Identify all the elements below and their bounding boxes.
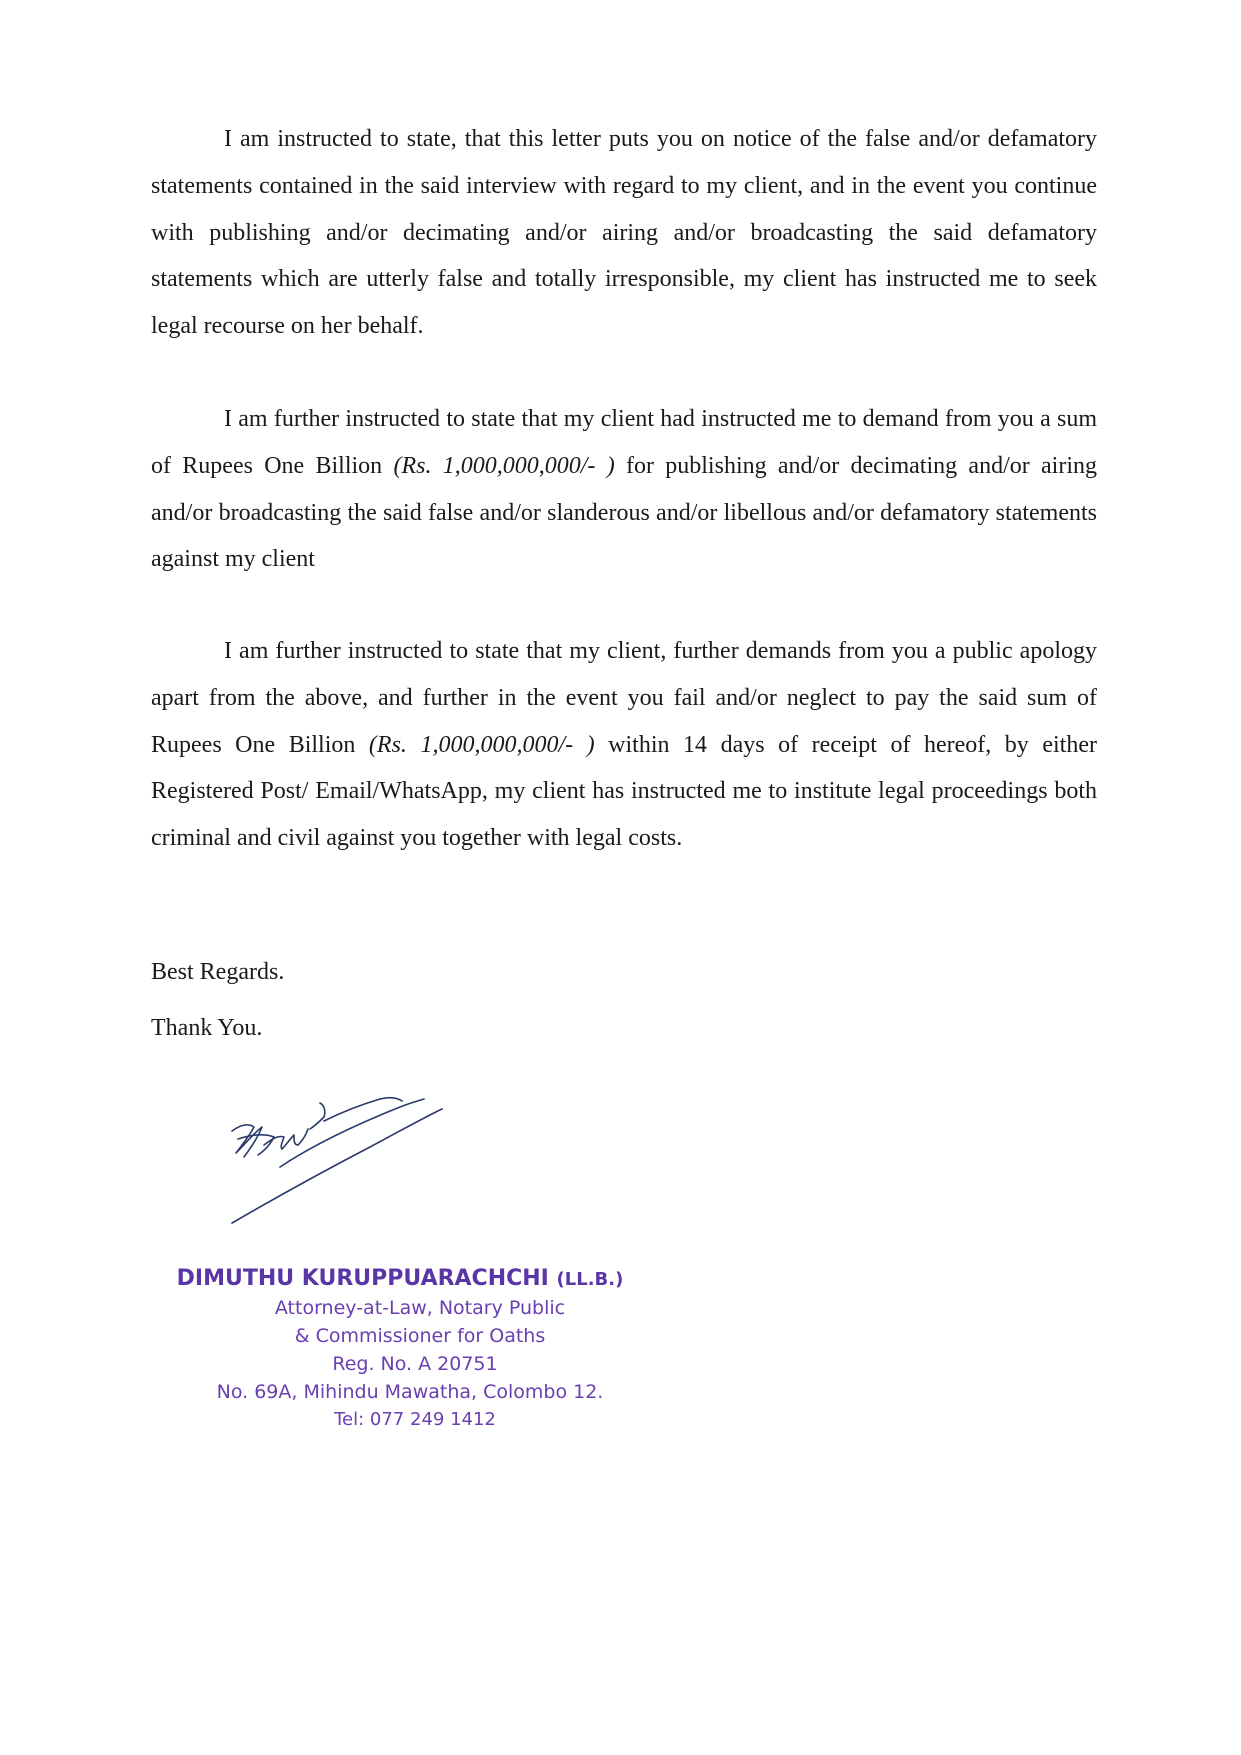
paragraph-demand [151,396,1097,583]
stamp-name: DIMUTHU KURUPPUARACHCHI [176,1266,549,1291]
closing-thanks: Thank You. [151,1015,263,1041]
closing-regards: Best Regards. [151,959,285,985]
paragraph-notice-text: I am instructed to state, that this letter puts you on notice of the false and/or defamatory statements contained in the said interview with regard to my client, and in the event you continue with publishing and/or decimating and/or airing and/or broadcasting the said defamatory statements which are utterly false and totally irresponsible, my client has instructed me to seek legal recourse on her behalf. [151,126,1097,340]
paragraph-demand-text-b: for publishing and/or decimating and/or airing and/or broadcasting the said false and/or slanderous and/or libellous and/or defamatory statements against my client [151,452,1097,573]
stamp-name-line [140,1265,660,1294]
stamp-reg-number: Reg. No. A 20751 [332,1353,498,1375]
paragraph-demand-text-a: I am further instructed to state that my client had instructed me to demand from you a sum of Rupees One Billion [151,406,1097,479]
attorney-stamp [140,1265,660,1434]
stamp-title: Attorney-at-Law, Notary Public [274,1297,566,1319]
stamp-address: No. 69A, Mihindu Mawatha, Colombo 12. [216,1381,604,1403]
paragraph-apology-text-b: within 14 days of receipt of hereof, by either Registered Post/ Email/WhatsApp, my client has instructed me to institute legal proceedings both criminal and civil against you together with legal costs. [151,731,1097,852]
paragraph-notice [151,116,1097,350]
demand-amount: (Rs. 1,000,000,000/- ) [393,452,615,479]
apology-amount: (Rs. 1,000,000,000/- ) [368,731,595,758]
stamp-title-2: & Commissioner for Oaths [294,1325,546,1347]
stamp-telephone: Tel: 077 249 1412 [334,1409,496,1430]
stamp-qualification: (LL.B.) [556,1269,624,1290]
handwritten-signature [220,1075,460,1235]
paragraph-apology-text-a: I am further instructed to state that my client, further demands from you a public apology apart from the above, and further in the event you fail and/or neglect to pay the said sum of Rupees One Billion [151,638,1097,758]
paragraph-apology [151,628,1097,862]
